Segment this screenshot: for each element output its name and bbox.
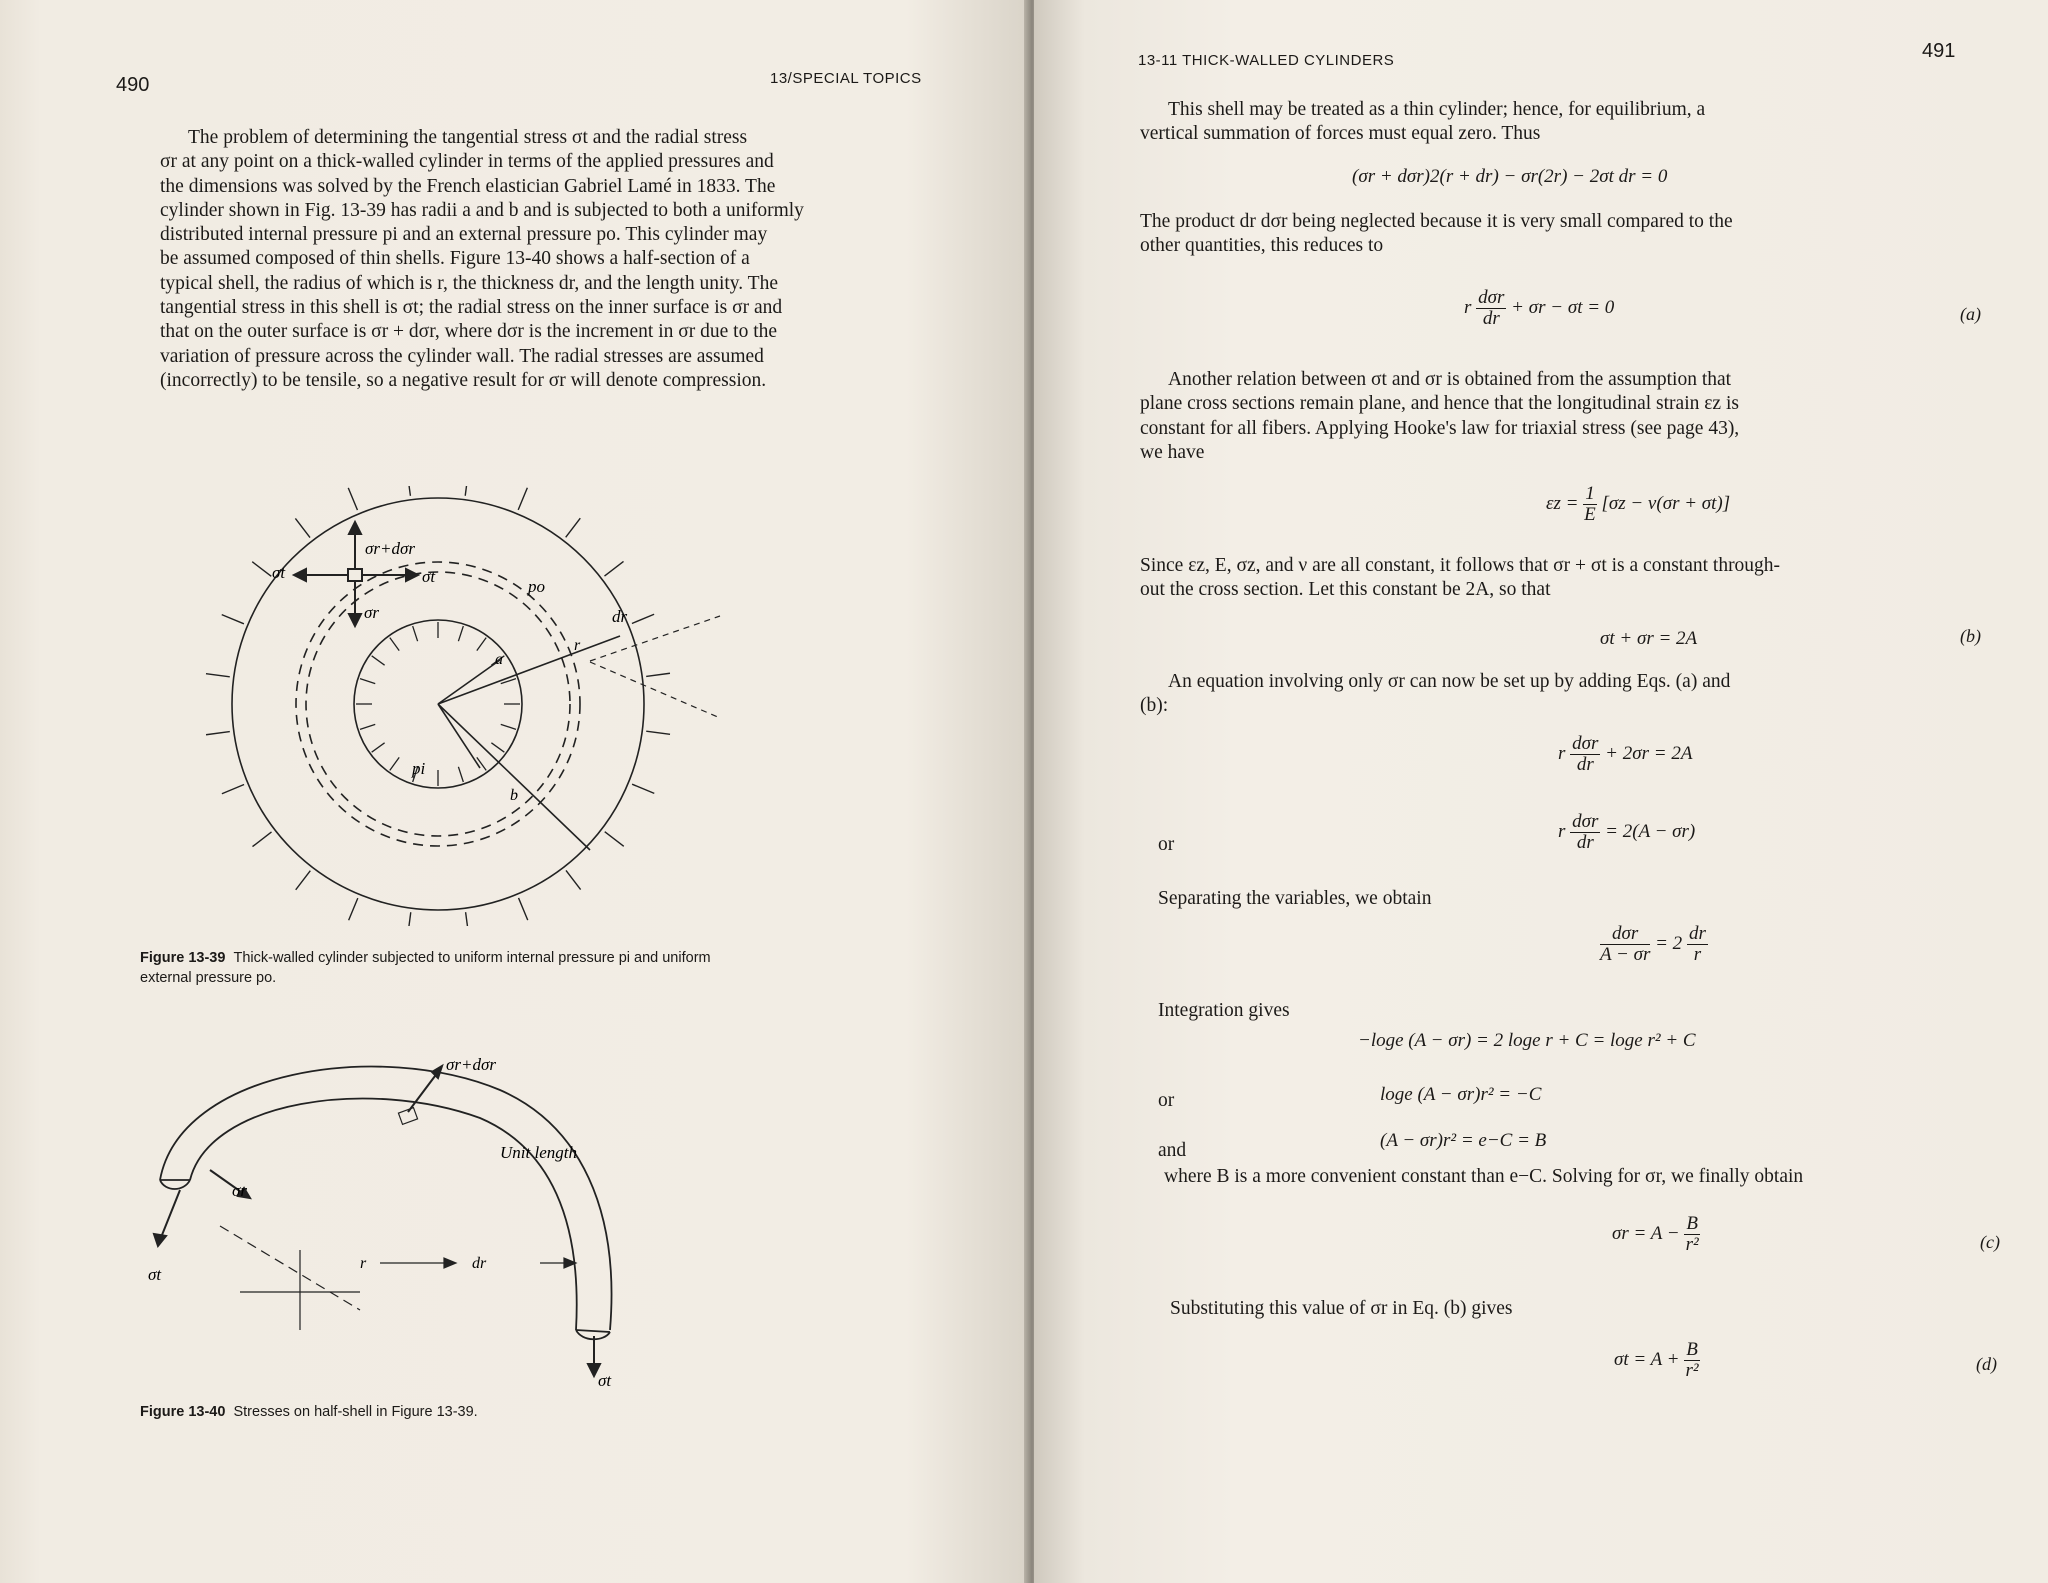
paragraph-4-line: out the cross section. Let this constant be 2A, so that <box>1140 579 1551 601</box>
label-dr: dr <box>612 607 628 626</box>
fraction-dsr-dr <box>1570 812 1600 853</box>
coef-r: r <box>1464 296 1472 318</box>
po-arrow <box>407 486 410 496</box>
pi-arrow <box>360 724 375 729</box>
denominator: E <box>1584 504 1596 525</box>
radius-a-line <box>438 660 500 704</box>
paragraph-1-line: This shell may be treated as a thin cylinder; hence, for equilibrium, a <box>1168 99 1706 120</box>
equation-d <box>1614 1340 1700 1381</box>
pi-arrow <box>458 767 463 782</box>
half-shell-outer-edge <box>160 1067 612 1330</box>
pi-arrow <box>390 638 399 651</box>
equals-two: = 2 <box>1655 932 1683 954</box>
paragraph-3-line: Another relation between σt and σr is obtained from the assumption that <box>1168 369 1732 390</box>
coef-r: r <box>1558 742 1566 764</box>
page-number: 491 <box>1922 40 1956 62</box>
po-arrow <box>605 832 624 847</box>
po-arrow <box>646 673 670 676</box>
paragraph-2-line: other quantities, this reduces to <box>1140 235 1384 257</box>
figure-13-39-caption <box>140 948 960 988</box>
arrow-right <box>406 569 418 581</box>
equation-integration-2: loge (A − σr)r² = −C <box>1380 1084 1542 1105</box>
radius-pi-line <box>438 704 480 768</box>
arrow-up <box>349 522 361 534</box>
fraction-dr-r <box>1687 924 1708 965</box>
label-sr-dsr: σr+dσr <box>365 539 415 558</box>
pi-arrow <box>491 743 504 752</box>
equation-c <box>1612 1214 1700 1255</box>
pi-arrow <box>372 656 385 665</box>
equation-a-label: (a) <box>1960 304 1981 324</box>
po-arrow <box>632 784 654 793</box>
pi-arrow <box>458 626 463 641</box>
po-arrow <box>646 731 670 734</box>
intro-paragraph-line: variation of pressure across the cylinder wall. The radial stresses are assumed <box>160 345 764 367</box>
equation-a-rest: + σr − σt = 0 <box>1511 296 1615 318</box>
po-arrow <box>222 785 244 794</box>
intro-paragraph-line: that on the outer surface is σr + dσr, where dσr is the increment in σr due to the <box>160 321 778 343</box>
label-st-left: σt <box>272 563 286 582</box>
or-word-1: or <box>1158 834 1175 855</box>
equation-equilibrium: (σr + dσr)2(r + dr) − σr(2r) − 2σt dr = 0 <box>1352 166 1668 187</box>
denominator: dr <box>1576 754 1594 775</box>
equation-combined-2 <box>1558 812 1695 853</box>
hooke-lhs: εz = <box>1546 492 1579 514</box>
figure-13-40 <box>120 1030 680 1410</box>
equation-b: σt + σr = 2A <box>1600 628 1698 649</box>
po-arrow <box>465 486 468 496</box>
denominator: dr <box>1576 832 1594 853</box>
equation-c-lhs: σr = A − <box>1612 1222 1680 1244</box>
equation-hooke <box>1546 484 1730 525</box>
paragraph-4 <box>1140 554 1988 603</box>
intro-paragraph-line: typical shell, the radius of which is r, the thickness dr, and the length unity. The <box>160 272 778 294</box>
equation-d-label: (d) <box>1976 1354 1997 1374</box>
caption-text-2: external pressure po. <box>140 970 277 986</box>
equation-rest: = 2(A − σr) <box>1605 820 1696 842</box>
paragraph-1-line: vertical summation of forces must equal zero. Thus <box>1140 123 1541 145</box>
numerator: dσr <box>1478 287 1505 308</box>
po-arrow <box>604 561 623 576</box>
label-r: r <box>574 637 581 654</box>
equation-a <box>1464 288 1614 329</box>
paragraph-5 <box>1140 670 1988 719</box>
caption-text: Thick-walled cylinder subjected to uniform internal pressure pi and uniform <box>233 950 711 966</box>
intro-paragraph-line: (incorrectly) to be tensile, so a negative result for σr will denote compression. <box>160 369 767 391</box>
intro-paragraph-line: be assumed composed of thin shells. Figure 13-40 shows a half-section of a <box>160 248 750 270</box>
fraction-1-E <box>1583 484 1597 525</box>
hooke-rhs: [σz − ν(σr + σt)] <box>1601 492 1731 514</box>
po-arrow <box>349 898 358 920</box>
fraction-dsr-dr <box>1570 734 1600 775</box>
half-shell-inner-edge <box>190 1099 577 1330</box>
and-word: and <box>1158 1140 1187 1161</box>
label-r: r <box>360 1255 367 1272</box>
po-arrow <box>206 674 230 677</box>
po-arrow <box>252 832 271 847</box>
equation-integration-3: (A − σr)r² = e−C = B <box>1380 1130 1547 1151</box>
equation-b-label: (b) <box>1960 626 1981 646</box>
stress-element <box>398 1108 417 1125</box>
denominator: dr <box>1482 308 1500 329</box>
arrow-outward <box>432 1066 442 1078</box>
equation-rest: + 2σr = 2A <box>1605 742 1693 764</box>
po-arrow <box>252 562 271 577</box>
pi-arrow <box>501 724 516 729</box>
paragraph-4-line: Since εz, E, σz, and ν are all constant, it follows that σr + σt is a constant through- <box>1140 555 1781 576</box>
fraction-B-r2 <box>1684 1340 1700 1381</box>
figure-13-39 <box>120 486 980 926</box>
numerator: 1 <box>1585 483 1595 504</box>
stress-element <box>348 569 362 581</box>
po-arrow <box>632 614 654 623</box>
caption-label: Figure 13-40 <box>140 1404 226 1420</box>
po-arrow <box>518 488 527 510</box>
denominator: r² <box>1685 1234 1699 1255</box>
label-po: po <box>528 577 545 596</box>
po-arrow <box>206 732 230 735</box>
equation-integration-1: −loge (A − σr) = 2 loge r + C = loge r² + C <box>1358 1030 1696 1051</box>
radius-b-line <box>438 704 590 850</box>
intro-paragraph-line: the dimensions was solved by the French elastician Gabriel Lamé in 1833. The <box>160 175 776 197</box>
intro-paragraph-line: distributed internal pressure pi and an external pressure po. This cylinder may <box>160 224 768 246</box>
numerator: dr <box>1688 923 1706 944</box>
equation-c-label: (c) <box>1980 1232 2000 1252</box>
label-sr-bottom: σr <box>364 603 379 622</box>
numerator: dσr <box>1600 924 1650 945</box>
po-arrow <box>466 912 469 926</box>
label-b: b <box>510 787 518 804</box>
fraction-B-r2 <box>1684 1214 1700 1255</box>
paragraph-3 <box>1140 368 1988 465</box>
intro-paragraph-line: cylinder shown in Fig. 13-39 has radii a and b and is subjected to both a uniformly <box>160 199 804 221</box>
label-pi: pi <box>412 759 426 778</box>
intro-paragraph-line: σr at any point on a thick-walled cylinder in terms of the applied pressures and <box>160 151 774 173</box>
po-arrow <box>348 488 357 510</box>
fraction-dsr-over-A <box>1600 924 1650 965</box>
pi-arrow <box>477 638 486 651</box>
label-st-right: σt <box>598 1371 612 1390</box>
label-st-right: σt <box>422 567 436 586</box>
paragraph-1 <box>1140 98 1988 147</box>
label-a: a <box>495 651 503 668</box>
label-sr: σr <box>232 1181 247 1200</box>
page-number: 490 <box>116 74 150 96</box>
denominator: r <box>1693 944 1702 965</box>
figure-13-40-caption <box>140 1402 960 1422</box>
paragraph-2 <box>1140 210 1988 259</box>
po-arrow <box>566 518 581 537</box>
numerator: dσr <box>1572 811 1599 832</box>
pi-arrow <box>390 757 399 770</box>
equation-separated <box>1600 924 1708 965</box>
po-arrow <box>296 871 311 890</box>
paragraph-2-line: The product dr dσr being neglected because it is very small compared to the <box>1140 211 1733 232</box>
intro-paragraph-line: tangential stress in this shell is σt; the radial stress on the inner surface is σr and <box>160 297 783 319</box>
paragraph-5-line: (b): <box>1140 695 1169 717</box>
coef-r: r <box>1558 820 1566 842</box>
caption-text: Stresses on half-shell in Figure 13-39. <box>233 1404 478 1420</box>
denominator: A − σr <box>1600 944 1651 965</box>
fraction-dsr-dr <box>1476 288 1506 329</box>
arrow-st-left <box>154 1234 166 1246</box>
label-st-left: σt <box>148 1265 162 1284</box>
po-arrow <box>222 615 244 624</box>
or-word-2: or <box>1158 1090 1175 1111</box>
pi-arrow <box>372 743 385 752</box>
paragraph-5-line: An equation involving only σr can now be set up by adding Eqs. (a) and <box>1168 671 1731 692</box>
arrow-down <box>349 614 361 626</box>
paragraph-3-line: constant for all fibers. Applying Hooke's law for triaxial stress (see page 43), <box>1140 417 1740 439</box>
label-dr: dr <box>472 1255 487 1272</box>
integration-sentence: Integration gives <box>1158 1000 1290 1021</box>
caption-label: Figure 13-39 <box>140 950 226 966</box>
equation-d-lhs: σt = A + <box>1614 1348 1680 1370</box>
running-head: 13-11 THICK-WALLED CYLINDERS <box>1138 52 1395 69</box>
equation-combined-1 <box>1558 734 1692 775</box>
po-arrow <box>566 870 581 889</box>
arrow-left <box>294 569 306 581</box>
label-sr-dsr: σr+dσr <box>446 1055 496 1074</box>
radius-r-line <box>438 636 620 704</box>
right-page <box>1034 0 2048 1583</box>
po-arrow <box>408 912 411 926</box>
denominator: r² <box>1685 1360 1699 1381</box>
po-arrow <box>519 898 528 920</box>
pi-arrow <box>413 626 418 641</box>
substituting-sentence: Substituting this value of σr in Eq. (b) gives <box>1170 1298 1513 1319</box>
running-head: 13/SPECIAL TOPICS <box>770 70 922 87</box>
numerator: dσr <box>1572 733 1599 754</box>
where-sentence: where B is a more convenient constant than e−C. Solving for σr, we finally obtain <box>1164 1166 1804 1187</box>
external-pressure-arrows <box>206 486 670 926</box>
label-unit-length: Unit length <box>500 1143 577 1162</box>
intro-paragraph <box>160 126 946 393</box>
intro-paragraph-line: The problem of determining the tangential stress σt and the radial stress <box>188 127 748 148</box>
numerator: B <box>1686 1339 1698 1360</box>
po-arrow <box>295 518 310 537</box>
paragraph-3-line: we have <box>1140 441 1205 463</box>
separating-sentence: Separating the variables, we obtain <box>1158 888 1432 909</box>
numerator: B <box>1686 1213 1698 1234</box>
paragraph-3-line: plane cross sections remain plane, and hence that the longitudinal strain εz is <box>1140 393 1739 415</box>
pi-arrow <box>360 679 375 684</box>
